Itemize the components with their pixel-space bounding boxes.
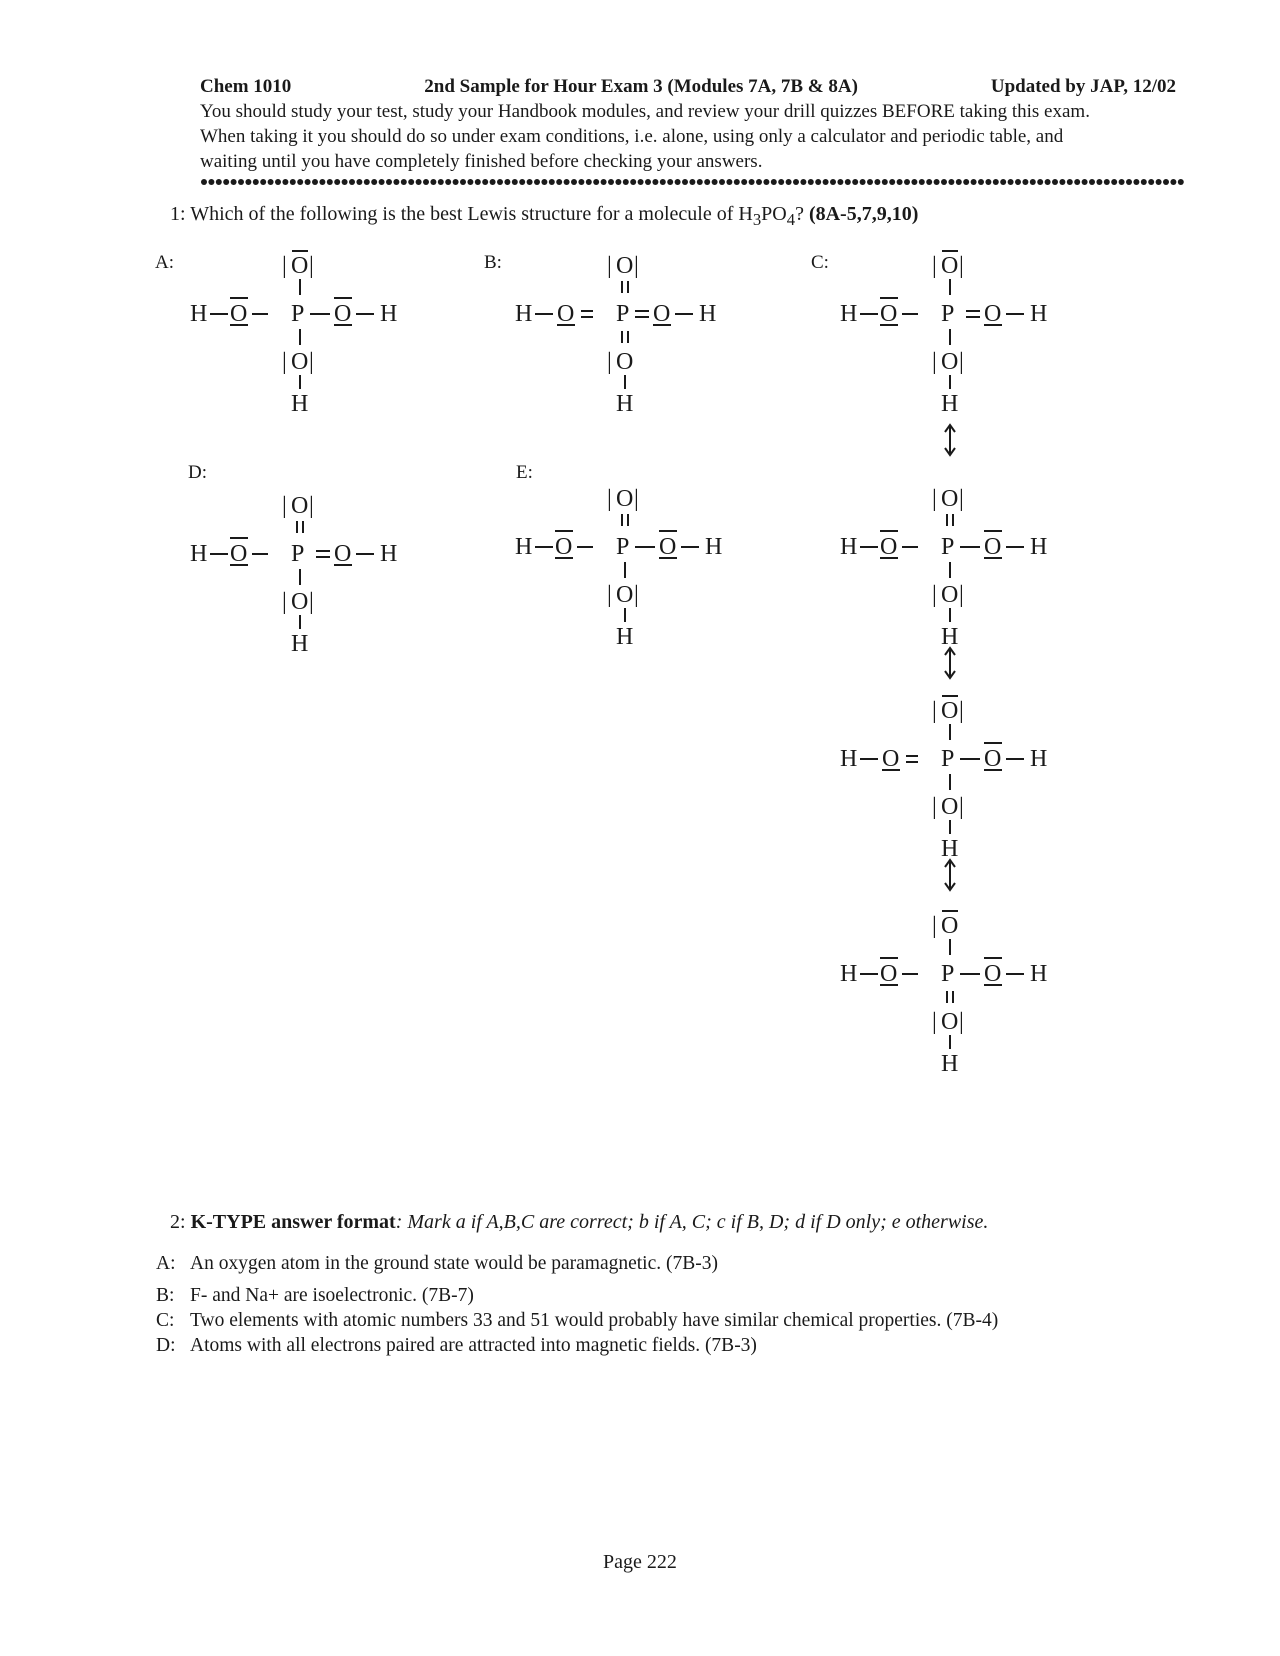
separator-dot bbox=[1163, 179, 1169, 185]
svg-text:O: O bbox=[616, 582, 634, 608]
svg-text:|: | bbox=[309, 253, 314, 279]
svg-text:H: H bbox=[616, 391, 634, 417]
svg-text:O: O bbox=[941, 794, 959, 820]
question-1-number: 1: bbox=[170, 203, 186, 225]
separator-dot bbox=[223, 179, 229, 185]
statement-letter: A: bbox=[156, 1253, 176, 1274]
lewis-structure-d bbox=[180, 485, 430, 665]
separator-dot bbox=[445, 179, 451, 185]
separator-dot bbox=[682, 179, 688, 185]
separator-dot bbox=[416, 179, 422, 185]
separator-dot bbox=[238, 179, 244, 185]
lewis-structure-c2 bbox=[830, 478, 1080, 688]
separator-dot bbox=[482, 179, 488, 185]
separator-dot bbox=[874, 179, 880, 185]
svg-text:H: H bbox=[190, 301, 208, 327]
svg-text:|: | bbox=[959, 698, 964, 724]
svg-text:H: H bbox=[380, 301, 398, 327]
separator-dot bbox=[1178, 179, 1184, 185]
statement-c bbox=[156, 1310, 998, 1332]
statement-letter: C: bbox=[156, 1310, 175, 1331]
separator-dot bbox=[793, 179, 799, 185]
separator-dot bbox=[1096, 179, 1102, 185]
separator-dot bbox=[305, 179, 311, 185]
svg-text:O: O bbox=[941, 698, 959, 724]
svg-text:O: O bbox=[882, 746, 900, 772]
separator-dot bbox=[534, 179, 540, 185]
separator-dot bbox=[741, 179, 747, 185]
instructions-line-3: waiting until you have completely finished before checking your answers. bbox=[200, 151, 763, 172]
svg-text:O: O bbox=[230, 301, 248, 327]
separator-dot bbox=[290, 179, 296, 185]
svg-text:H: H bbox=[840, 746, 858, 772]
separator-dot bbox=[467, 179, 473, 185]
separator-dot bbox=[216, 179, 222, 185]
separator-dot bbox=[364, 179, 370, 185]
statement-text: Two elements with atomic numbers 33 and 51 would probably have similar chemical properties. (7B-4) bbox=[190, 1310, 999, 1331]
svg-text:O: O bbox=[616, 486, 634, 512]
svg-text:P: P bbox=[291, 541, 305, 567]
separator-dot bbox=[778, 179, 784, 185]
separator-dot bbox=[490, 179, 496, 185]
separator-dot bbox=[1082, 179, 1088, 185]
question-1-text: Which of the following is the best Lewis structure for a molecule of H bbox=[190, 203, 753, 225]
separator-dot bbox=[830, 179, 836, 185]
svg-text:|: | bbox=[309, 493, 314, 519]
svg-text:O: O bbox=[941, 1009, 959, 1035]
svg-text:O: O bbox=[291, 349, 309, 375]
svg-text:O: O bbox=[941, 349, 959, 375]
separator-dot bbox=[386, 179, 392, 185]
separator-dot bbox=[860, 179, 866, 185]
svg-text:O: O bbox=[555, 534, 573, 560]
statement-b bbox=[156, 1285, 474, 1307]
choice-label-a: A: bbox=[155, 252, 174, 273]
separator-dot bbox=[712, 179, 718, 185]
separator-dot bbox=[371, 179, 377, 185]
separator-dot bbox=[460, 179, 466, 185]
svg-text:|: | bbox=[607, 582, 612, 608]
svg-text:O: O bbox=[880, 301, 898, 327]
svg-text:|: | bbox=[959, 349, 964, 375]
svg-text:H: H bbox=[291, 631, 309, 657]
separator-dot bbox=[652, 179, 658, 185]
separator-dot bbox=[630, 179, 636, 185]
svg-text:P: P bbox=[291, 301, 305, 327]
svg-text:|: | bbox=[932, 794, 937, 820]
separator-dot bbox=[734, 179, 740, 185]
separator-dot bbox=[823, 179, 829, 185]
svg-text:H: H bbox=[705, 534, 723, 560]
lewis-structure-e bbox=[505, 478, 755, 658]
separator-dot bbox=[1133, 179, 1139, 185]
svg-text:|: | bbox=[282, 493, 287, 519]
lewis-structure-b bbox=[505, 245, 755, 425]
choice-label-b: B: bbox=[484, 252, 502, 273]
separator-dot bbox=[275, 179, 281, 185]
separator-dot bbox=[282, 179, 288, 185]
separator-dot bbox=[408, 179, 414, 185]
svg-text:O: O bbox=[880, 961, 898, 987]
separator-dot bbox=[453, 179, 459, 185]
separator-dot bbox=[253, 179, 259, 185]
lewis-structure-a bbox=[180, 245, 430, 425]
separator-dot bbox=[867, 179, 873, 185]
separator-dot bbox=[208, 179, 214, 185]
svg-text:|: | bbox=[309, 589, 314, 615]
exam-header bbox=[200, 74, 1176, 174]
separator-dot bbox=[675, 179, 681, 185]
separator-dot bbox=[911, 179, 917, 185]
separator-dot bbox=[245, 179, 251, 185]
separator-dot bbox=[586, 179, 592, 185]
separator-dot bbox=[660, 179, 666, 185]
svg-text:|: | bbox=[932, 253, 937, 279]
separator-dot bbox=[356, 179, 362, 185]
svg-text:H: H bbox=[941, 391, 959, 417]
separator-dot bbox=[1000, 179, 1006, 185]
separator-dot bbox=[1111, 179, 1117, 185]
svg-text:O: O bbox=[230, 541, 248, 567]
svg-text:H: H bbox=[515, 534, 533, 560]
svg-text:|: | bbox=[959, 794, 964, 820]
svg-text:H: H bbox=[699, 301, 717, 327]
separator-dot bbox=[963, 179, 969, 185]
svg-text:H: H bbox=[1030, 746, 1048, 772]
choice-label-e: E: bbox=[516, 462, 533, 483]
instructions-line-2: When taking it you should do so under exam conditions, i.e. alone, using only a calculator and periodic table, and bbox=[200, 126, 1064, 147]
svg-text:O: O bbox=[941, 913, 959, 939]
svg-text:|: | bbox=[932, 486, 937, 512]
separator-dot bbox=[1030, 179, 1036, 185]
svg-text:O: O bbox=[291, 493, 309, 519]
choice-label-d: D: bbox=[188, 462, 207, 483]
separator-dot bbox=[438, 179, 444, 185]
svg-text:H: H bbox=[1030, 961, 1048, 987]
svg-text:|: | bbox=[607, 253, 612, 279]
separator-dot bbox=[934, 179, 940, 185]
separator-dot bbox=[564, 179, 570, 185]
separator-dot bbox=[719, 179, 725, 185]
svg-text:H: H bbox=[941, 1051, 959, 1077]
svg-text:H: H bbox=[1030, 301, 1048, 327]
svg-text:P: P bbox=[616, 534, 630, 560]
lewis-structure-c1 bbox=[830, 245, 1080, 465]
separator-dot bbox=[504, 179, 510, 185]
separator-dot bbox=[985, 179, 991, 185]
svg-text:O: O bbox=[653, 301, 671, 327]
formula-po: PO bbox=[761, 203, 787, 225]
separator-dot bbox=[578, 179, 584, 185]
separator-dot bbox=[800, 179, 806, 185]
separator-dot bbox=[667, 179, 673, 185]
separator-dot bbox=[926, 179, 932, 185]
separator-dot bbox=[571, 179, 577, 185]
separator-dot bbox=[645, 179, 651, 185]
separator-dot bbox=[1067, 179, 1073, 185]
statement-letter: D: bbox=[156, 1335, 176, 1356]
svg-text:P: P bbox=[941, 961, 955, 987]
separator-dot bbox=[593, 179, 599, 185]
separator-dot bbox=[993, 179, 999, 185]
separator-dot bbox=[897, 179, 903, 185]
svg-text:O: O bbox=[941, 582, 959, 608]
svg-text:O: O bbox=[984, 534, 1002, 560]
separator-dot bbox=[904, 179, 910, 185]
separator-dot bbox=[786, 179, 792, 185]
separator-dot bbox=[268, 179, 274, 185]
svg-text:H: H bbox=[840, 534, 858, 560]
statement-text: Atoms with all electrons paired are attracted into magnetic fields. (7B-3) bbox=[190, 1335, 757, 1356]
svg-text:O: O bbox=[557, 301, 575, 327]
svg-text:|: | bbox=[932, 698, 937, 724]
exam-title: 2nd Sample for Hour Exam 3 (Modules 7A, 7B & 8A) bbox=[424, 76, 858, 97]
statement-text: F- and Na+ are isoelectronic. (7B-7) bbox=[190, 1285, 474, 1306]
separator-dot bbox=[1045, 179, 1051, 185]
lewis-structure-c3 bbox=[830, 690, 1080, 900]
separator-dot bbox=[497, 179, 503, 185]
separator-dot bbox=[956, 179, 962, 185]
separator-dot bbox=[519, 179, 525, 185]
separator-dot bbox=[971, 179, 977, 185]
separator-dot bbox=[1015, 179, 1021, 185]
separator-dot bbox=[201, 179, 207, 185]
svg-text:|: | bbox=[282, 253, 287, 279]
svg-text:|: | bbox=[932, 349, 937, 375]
svg-text:|: | bbox=[932, 582, 937, 608]
separator-dot bbox=[423, 179, 429, 185]
statement-text: An oxygen atom in the ground state would be paramagnetic. (7B-3) bbox=[190, 1253, 718, 1274]
svg-text:O: O bbox=[880, 534, 898, 560]
choice-label-c: C: bbox=[811, 252, 829, 273]
separator-dot bbox=[1148, 179, 1154, 185]
separator-dot bbox=[948, 179, 954, 185]
dotted-separator bbox=[200, 178, 1185, 186]
separator-dot bbox=[260, 179, 266, 185]
separator-dot bbox=[615, 179, 621, 185]
separator-dot bbox=[845, 179, 851, 185]
separator-dot bbox=[1170, 179, 1176, 185]
svg-text:H: H bbox=[941, 624, 959, 650]
svg-text:H: H bbox=[840, 301, 858, 327]
svg-text:O: O bbox=[334, 541, 352, 567]
svg-text:|: | bbox=[959, 582, 964, 608]
svg-text:H: H bbox=[616, 624, 634, 650]
statement-d bbox=[156, 1335, 757, 1357]
separator-dot bbox=[771, 179, 777, 185]
separator-dot bbox=[941, 179, 947, 185]
svg-text:O: O bbox=[984, 301, 1002, 327]
separator-dot bbox=[1059, 179, 1065, 185]
separator-dot bbox=[978, 179, 984, 185]
question-mark: ? bbox=[795, 203, 804, 225]
separator-dot bbox=[393, 179, 399, 185]
separator-dot bbox=[430, 179, 436, 185]
svg-text:H: H bbox=[291, 391, 309, 417]
svg-text:H: H bbox=[190, 541, 208, 567]
separator-dot bbox=[312, 179, 318, 185]
header-title-row bbox=[200, 74, 1176, 99]
statement-letter: B: bbox=[156, 1285, 175, 1306]
svg-text:H: H bbox=[515, 301, 533, 327]
separator-dot bbox=[1126, 179, 1132, 185]
svg-text:H: H bbox=[941, 836, 959, 862]
k-type-instructions: : Mark a if A,B,C are correct; b if A, C; c if B, D; d if D only; e otherwise. bbox=[395, 1211, 989, 1233]
separator-dot bbox=[726, 179, 732, 185]
separator-dot bbox=[1008, 179, 1014, 185]
separator-dot bbox=[327, 179, 333, 185]
svg-text:P: P bbox=[941, 301, 955, 327]
separator-dot bbox=[704, 179, 710, 185]
separator-dot bbox=[1141, 179, 1147, 185]
separator-dot bbox=[815, 179, 821, 185]
separator-dot bbox=[342, 179, 348, 185]
svg-text:O: O bbox=[334, 301, 352, 327]
separator-dot bbox=[601, 179, 607, 185]
question-2-number: 2: bbox=[170, 1211, 186, 1233]
separator-dot bbox=[1037, 179, 1043, 185]
svg-text:O: O bbox=[984, 746, 1002, 772]
svg-text:P: P bbox=[941, 746, 955, 772]
separator-dot bbox=[697, 179, 703, 185]
svg-text:|: | bbox=[634, 582, 639, 608]
question-1 bbox=[170, 203, 918, 230]
separator-dot bbox=[808, 179, 814, 185]
svg-text:|: | bbox=[282, 349, 287, 375]
statement-a bbox=[156, 1253, 718, 1275]
svg-text:|: | bbox=[309, 349, 314, 375]
svg-text:|: | bbox=[634, 253, 639, 279]
separator-dot bbox=[919, 179, 925, 185]
separator-dot bbox=[1052, 179, 1058, 185]
separator-dot bbox=[1104, 179, 1110, 185]
svg-text:O: O bbox=[659, 534, 677, 560]
separator-dot bbox=[1089, 179, 1095, 185]
svg-text:|: | bbox=[607, 486, 612, 512]
separator-dot bbox=[379, 179, 385, 185]
svg-text:|: | bbox=[959, 1009, 964, 1035]
separator-dot bbox=[231, 179, 237, 185]
separator-dot bbox=[549, 179, 555, 185]
svg-text:P: P bbox=[616, 301, 630, 327]
lewis-structure-c4 bbox=[830, 905, 1080, 1085]
svg-text:O: O bbox=[941, 253, 959, 279]
svg-text:|: | bbox=[607, 349, 612, 375]
separator-dot bbox=[349, 179, 355, 185]
svg-text:O: O bbox=[291, 253, 309, 279]
separator-dot bbox=[401, 179, 407, 185]
subscript-4: 4 bbox=[786, 210, 796, 229]
separator-dot bbox=[475, 179, 481, 185]
separator-dot bbox=[512, 179, 518, 185]
svg-text:|: | bbox=[959, 253, 964, 279]
separator-dot bbox=[623, 179, 629, 185]
svg-text:|: | bbox=[282, 589, 287, 615]
separator-dot bbox=[889, 179, 895, 185]
k-type-label: K-TYPE answer format bbox=[190, 1211, 396, 1233]
svg-text:O: O bbox=[291, 589, 309, 615]
separator-dot bbox=[763, 179, 769, 185]
svg-text:|: | bbox=[932, 1009, 937, 1035]
separator-dot bbox=[852, 179, 858, 185]
page-number: Page 222 bbox=[603, 1551, 677, 1573]
separator-dot bbox=[334, 179, 340, 185]
svg-text:O: O bbox=[616, 349, 634, 375]
separator-dot bbox=[1074, 179, 1080, 185]
svg-text:|: | bbox=[932, 913, 937, 939]
separator-dot bbox=[541, 179, 547, 185]
svg-text:O: O bbox=[941, 486, 959, 512]
separator-dot bbox=[638, 179, 644, 185]
svg-text:O: O bbox=[984, 961, 1002, 987]
svg-text:P: P bbox=[941, 534, 955, 560]
separator-dot bbox=[882, 179, 888, 185]
separator-dot bbox=[297, 179, 303, 185]
svg-text:H: H bbox=[1030, 534, 1048, 560]
svg-text:|: | bbox=[634, 486, 639, 512]
svg-text:O: O bbox=[616, 253, 634, 279]
separator-dot bbox=[319, 179, 325, 185]
svg-text:|: | bbox=[959, 486, 964, 512]
separator-dot bbox=[756, 179, 762, 185]
separator-dot bbox=[749, 179, 755, 185]
course-title: Chem 1010 bbox=[200, 76, 292, 97]
separator-dot bbox=[1022, 179, 1028, 185]
question-1-ref: (8A-5,7,9,10) bbox=[808, 203, 919, 225]
separator-dot bbox=[556, 179, 562, 185]
separator-dot bbox=[689, 179, 695, 185]
question-2 bbox=[170, 1211, 988, 1234]
separator-dot bbox=[608, 179, 614, 185]
svg-text:H: H bbox=[840, 961, 858, 987]
separator-dot bbox=[527, 179, 533, 185]
svg-text:H: H bbox=[380, 541, 398, 567]
subscript-3: 3 bbox=[752, 210, 762, 229]
updated-note: Updated by JAP, 12/02 bbox=[990, 76, 1176, 97]
separator-dot bbox=[837, 179, 843, 185]
separator-dot bbox=[1119, 179, 1125, 185]
instructions-line-1: You should study your test, study your Handbook modules, and review your drill quizzes BEFORE taking this exam. bbox=[200, 101, 1090, 122]
separator-dot bbox=[1156, 179, 1162, 185]
